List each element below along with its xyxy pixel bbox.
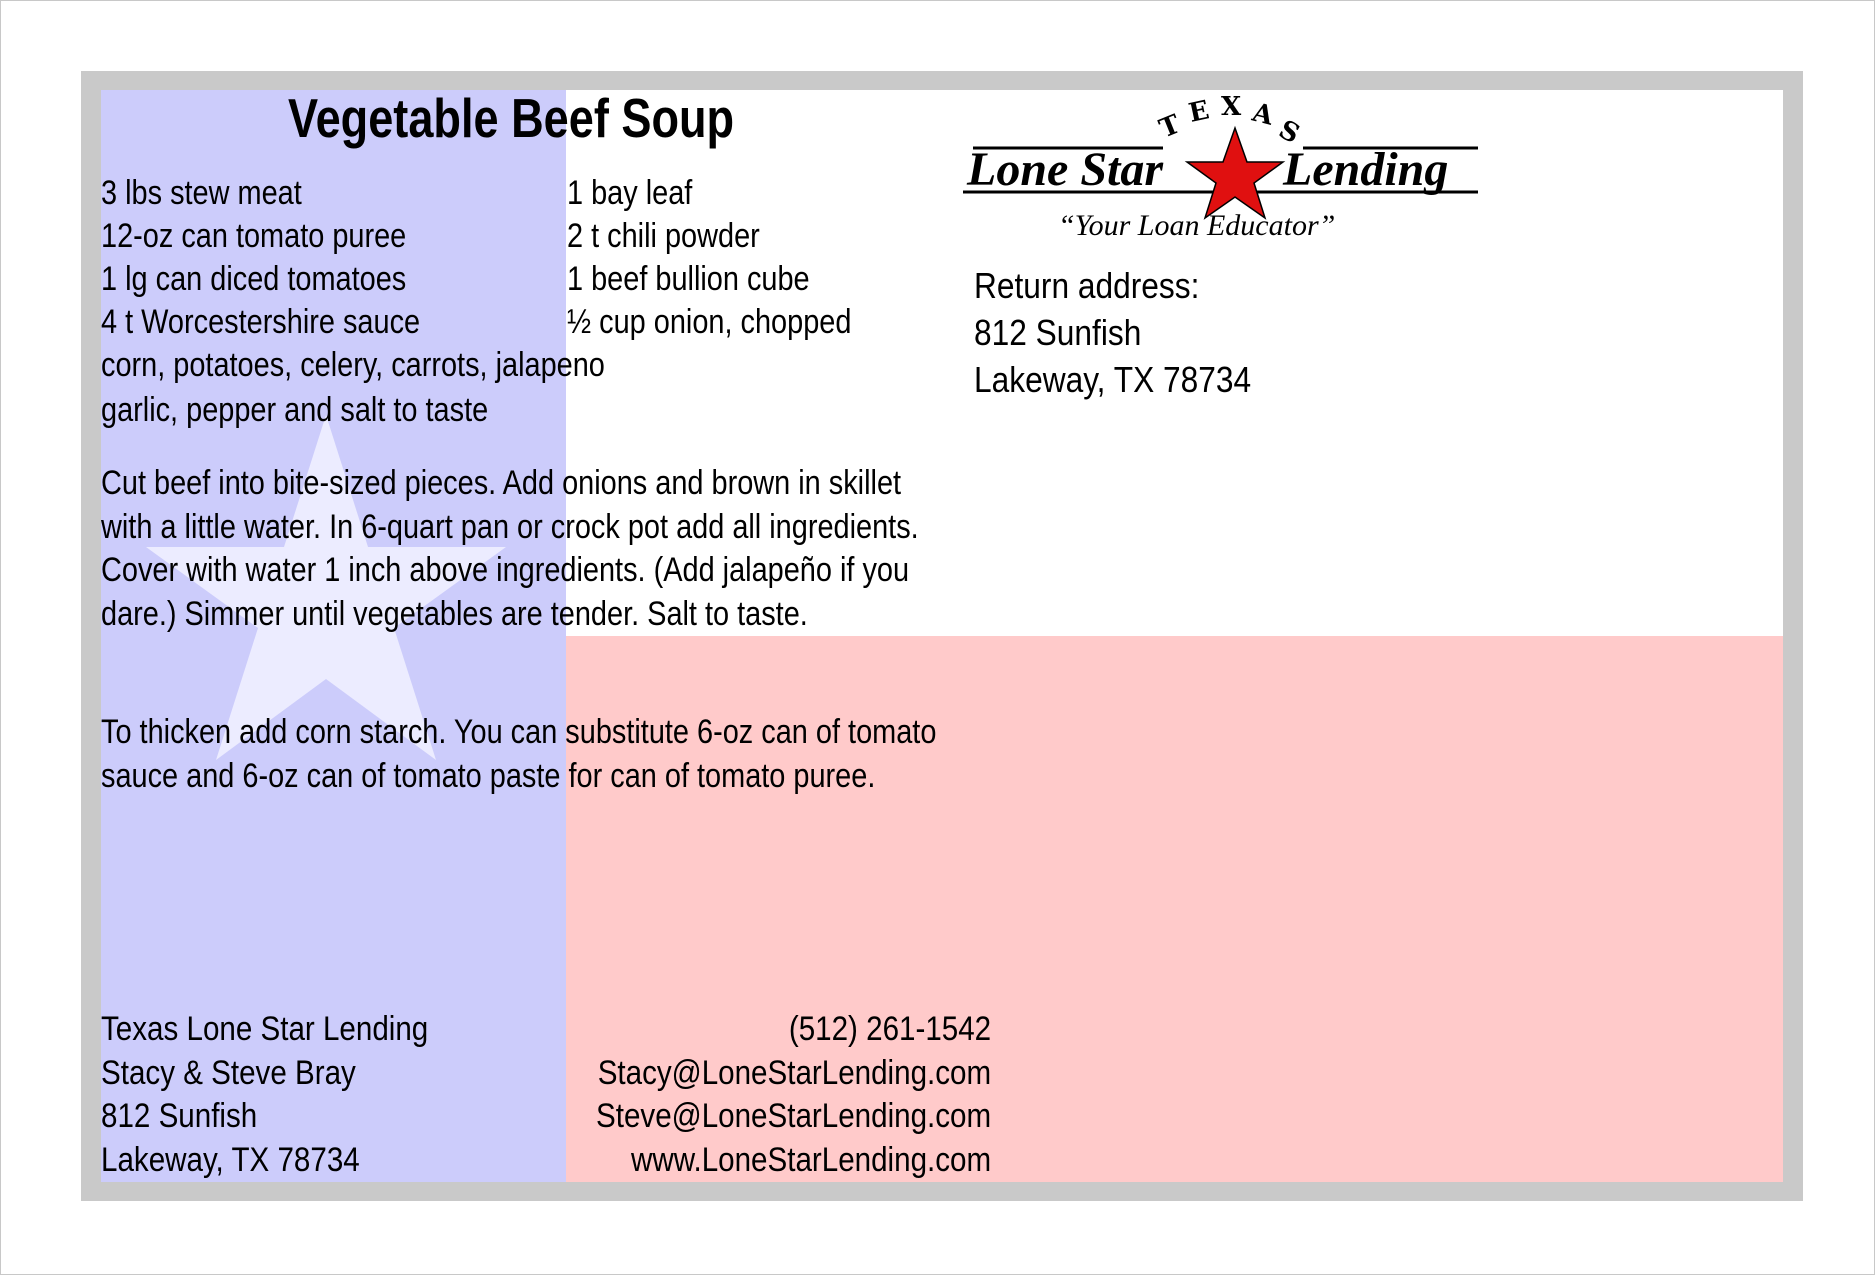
logo-star-icon	[1187, 128, 1283, 218]
ingredient-extra-2: garlic, pepper and salt to taste	[101, 391, 489, 429]
ingredient-right-3: 1 beef bullion cube	[567, 260, 810, 298]
logo-arc-text-x: X	[1221, 92, 1242, 122]
return-address	[974, 262, 1251, 403]
logo-name-right: Lending	[1283, 143, 1449, 196]
ingredient-right-2: 2 t chili powder	[567, 217, 760, 255]
logo-arc-text-t: T	[1155, 109, 1185, 145]
footer-email-steve[interactable]: Steve@LoneStarLending.com	[595, 1097, 991, 1135]
logo-tagline: “Your Loan Educator”	[1058, 209, 1336, 242]
ingredient-right-4: ½ cup onion, chopped	[567, 303, 852, 341]
recipe-tips: To thicken add corn starch. You can substitute 6-oz can of tomato sauce and 6-oz can of tomato paste for can of tomato puree.	[101, 713, 937, 795]
footer-street: 812 Sunfish	[101, 1097, 258, 1135]
recipe-title: Vegetable Beef Soup	[288, 90, 735, 149]
ingredient-left-4: 4 t Worcestershire sauce	[101, 303, 421, 341]
logo-arc-text-a: A	[1249, 97, 1277, 132]
footer-names: Stacy & Steve Bray	[101, 1053, 356, 1092]
footer-website[interactable]: www.LoneStarLending.com	[630, 1140, 991, 1179]
ingredient-left-1: 3 lbs stew meat	[101, 174, 302, 212]
recipe-card	[101, 90, 1783, 1182]
ingredient-extra-1: corn, potatoes, celery, carrots, jalapeno	[101, 346, 605, 384]
ingredient-left-2: 12-oz can tomato puree	[101, 217, 407, 255]
footer-company: Texas Lone Star Lending	[101, 1010, 429, 1048]
recipe-directions: Cut beef into bite-sized pieces. Add onions and brown in skillet with a little water. In 6-quart pan or crock pot add all ingredients. Cover with water 1 inch above ingredients. (Add jalapeño if you dare.) Simmer until vegetables are tender. Salt to taste.	[101, 464, 919, 633]
return-address-label: Return address:	[974, 265, 1200, 306]
return-address-city: Lakeway, TX 78734	[974, 359, 1252, 400]
footer-phone: (512) 261-1542	[788, 1010, 991, 1048]
lone-star-lending-logo	[963, 90, 1483, 250]
logo-name-left: Lone Star	[967, 143, 1164, 196]
footer-city: Lakeway, TX 78734	[101, 1140, 360, 1179]
ingredient-right-1: 1 bay leaf	[567, 174, 693, 212]
return-address-street: 812 Sunfish	[974, 312, 1142, 353]
logo-arc-text-s: S	[1273, 114, 1305, 150]
footer-email-stacy[interactable]: Stacy@LoneStarLending.com	[597, 1053, 991, 1092]
logo-arc-text-e: E	[1186, 95, 1212, 129]
footer-contact-left	[101, 1008, 428, 1182]
ingredient-left-3: 1 lg can diced tomatoes	[101, 260, 407, 298]
footer-contact-right	[596, 1008, 991, 1182]
